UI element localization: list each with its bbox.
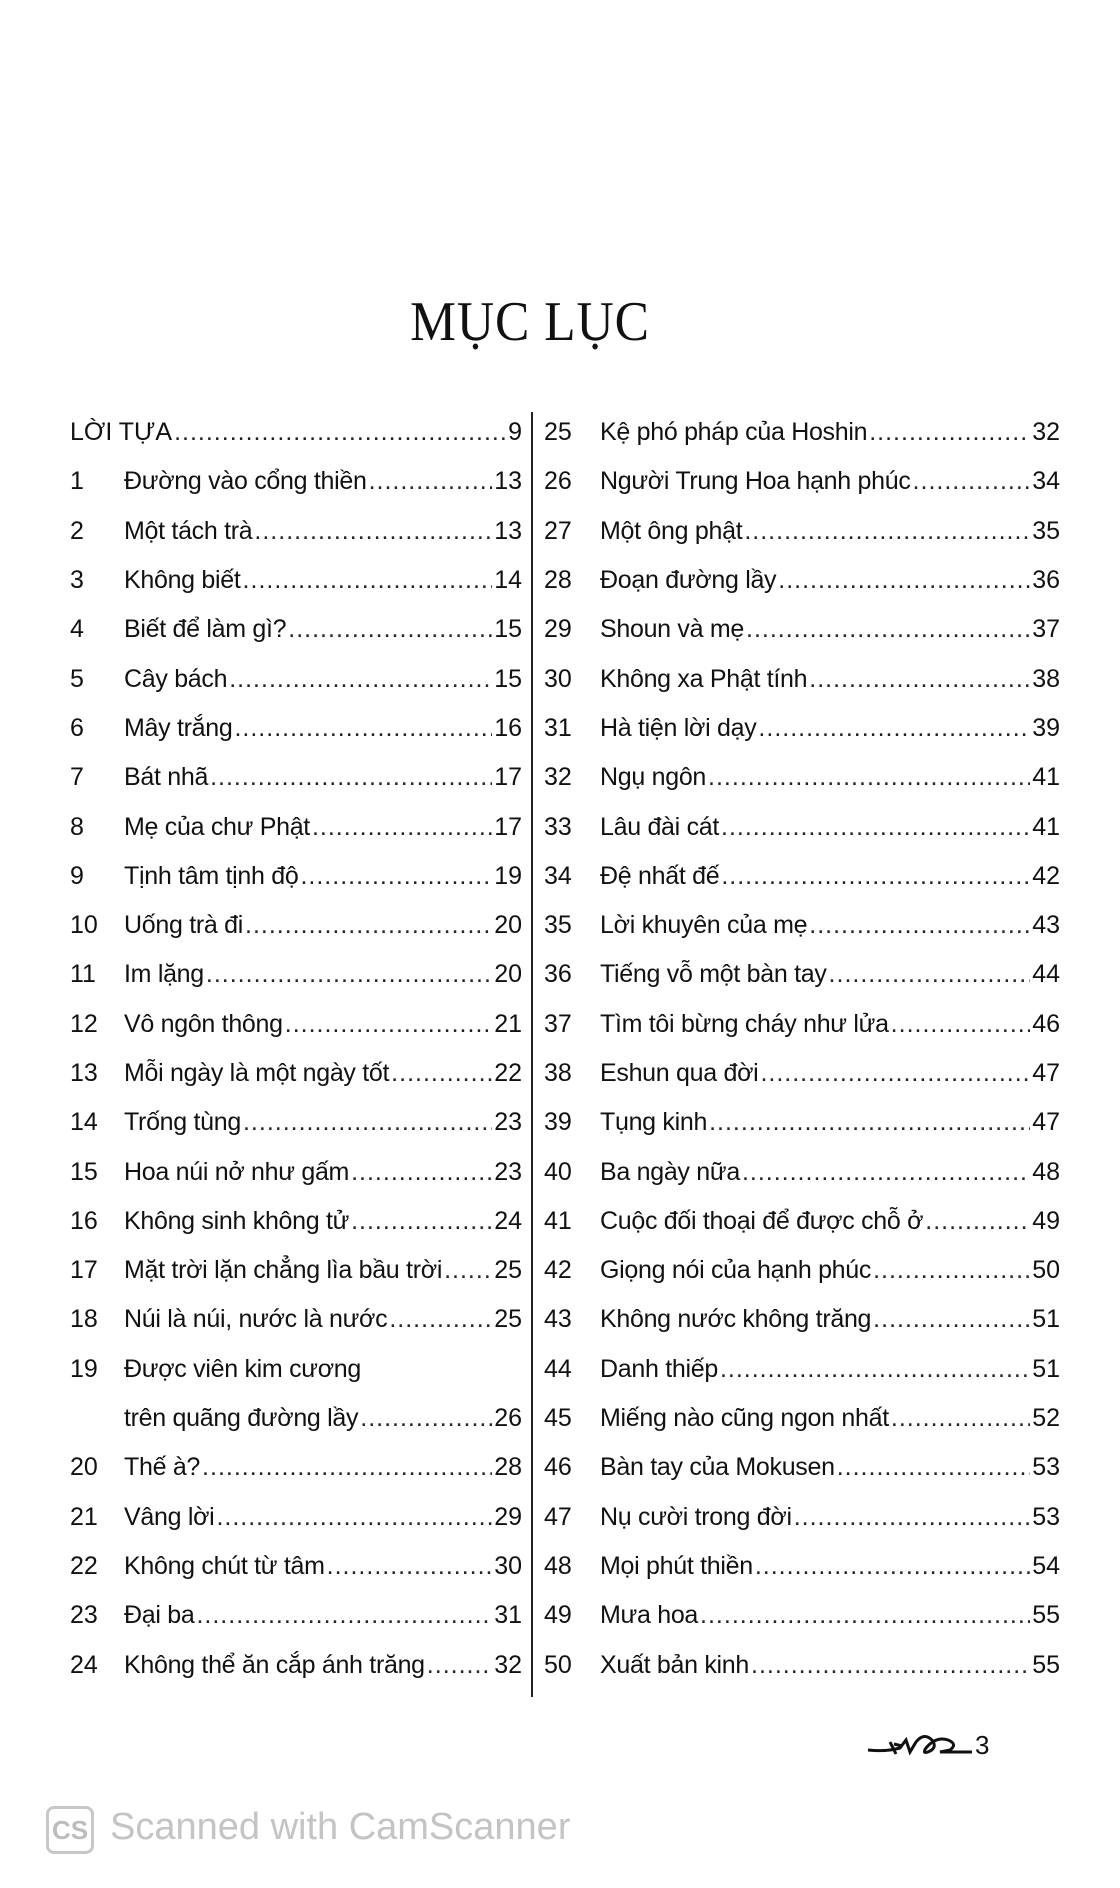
table-of-contents — [70, 408, 1060, 1708]
entry-page-number: 30 — [494, 1551, 522, 1580]
entry-page-number: 25 — [494, 1256, 522, 1285]
entry-page-number: 35 — [1032, 516, 1060, 545]
dot-leader — [873, 1307, 1030, 1332]
toc-entry — [70, 704, 522, 753]
entry-number: 22 — [70, 1551, 98, 1580]
entry-page-number: 36 — [1032, 566, 1060, 595]
toc-entry — [70, 457, 522, 506]
entry-title: Kệ phó pháp của Hoshin — [600, 418, 868, 447]
toc-entry — [544, 704, 1060, 753]
entry-page-number: 15 — [494, 664, 522, 693]
entry-page-number: 53 — [1032, 1453, 1060, 1482]
toc-entry — [544, 605, 1060, 654]
entry-page-number: 32 — [494, 1650, 522, 1679]
dot-leader — [746, 617, 1030, 642]
entry-number: 16 — [70, 1206, 98, 1235]
entry-number: 14 — [70, 1108, 98, 1137]
entry-title: Tịnh tâm tịnh độ — [124, 861, 299, 890]
toc-entry — [544, 1493, 1060, 1542]
dot-leader — [709, 1110, 1030, 1135]
entry-number: 29 — [544, 615, 572, 644]
toc-entry — [544, 1542, 1060, 1591]
dot-leader — [925, 1209, 1030, 1234]
dot-leader — [391, 1061, 492, 1086]
toc-entry — [70, 1542, 522, 1591]
entry-number: 33 — [544, 812, 572, 841]
entry-page-number: 32 — [1032, 418, 1060, 447]
entry-number: 34 — [544, 861, 572, 890]
entry-title: Cuộc đối thoại để được chỗ ở — [600, 1206, 924, 1235]
toc-entry — [70, 901, 522, 950]
entry-page-number: 13 — [494, 516, 522, 545]
dot-leader — [427, 1653, 492, 1678]
entry-title: Bàn tay của Mokusen — [600, 1453, 835, 1482]
entry-number: 6 — [70, 713, 84, 742]
toc-entry — [544, 1197, 1060, 1246]
entry-number: 2 — [70, 516, 84, 545]
entry-title: Cây bách — [124, 664, 228, 693]
toc-entry — [70, 1394, 522, 1443]
entry-title: Tiếng vỗ một bàn tay — [600, 960, 827, 989]
entry-page-number: 25 — [494, 1305, 522, 1334]
entry-title: Đệ nhất đế — [600, 861, 720, 890]
toc-entry — [70, 1640, 522, 1689]
entry-title: Ba ngày nữa — [600, 1157, 740, 1186]
entry-title: Bát nhã — [124, 763, 209, 792]
dot-leader — [891, 1406, 1030, 1431]
entry-number: 17 — [70, 1256, 98, 1285]
entry-page-number: 46 — [1032, 1009, 1060, 1038]
entry-page-number: 42 — [1032, 861, 1060, 890]
entry-title: Đại ba — [124, 1601, 195, 1630]
entry-number: 48 — [544, 1551, 572, 1580]
entry-number: 12 — [70, 1009, 98, 1038]
entry-number: 41 — [544, 1206, 572, 1235]
dot-leader — [744, 519, 1030, 544]
dot-leader — [285, 1012, 492, 1037]
dot-leader — [708, 765, 1030, 790]
entry-page-number: 55 — [1032, 1650, 1060, 1679]
entry-title: Một ông phật — [600, 516, 743, 545]
entry-number: 38 — [544, 1059, 572, 1087]
toc-entry — [544, 1246, 1060, 1295]
toc-entry — [70, 802, 522, 851]
dot-leader — [174, 420, 506, 445]
entry-title: Nụ cười trong đời — [600, 1502, 792, 1531]
entry-title: Mẹ của chư Phật — [124, 812, 310, 841]
entry-title: Mây trắng — [124, 713, 233, 742]
entry-title: Không biết — [124, 566, 241, 595]
entry-page-number: 9 — [508, 418, 522, 447]
entry-number: 47 — [544, 1502, 572, 1531]
entry-number: 23 — [70, 1601, 98, 1630]
toc-entry — [70, 1246, 522, 1295]
dot-leader — [254, 519, 492, 544]
dot-leader — [243, 1110, 492, 1135]
entry-number: 8 — [70, 812, 84, 841]
entry-page-number: 22 — [494, 1059, 522, 1087]
page-title: MỤC LỤC — [410, 290, 650, 353]
dot-leader — [758, 716, 1030, 741]
entry-number: 32 — [544, 763, 572, 792]
toc-column-right — [544, 408, 1060, 1690]
entry-title: Vô ngôn thông — [124, 1009, 283, 1038]
dot-leader — [327, 1554, 493, 1579]
entry-number: 21 — [70, 1502, 98, 1531]
dot-leader — [837, 1455, 1030, 1480]
toc-entry — [544, 753, 1060, 802]
entry-page-number: 17 — [494, 812, 522, 841]
entry-title: Người Trung Hoa hạnh phúc — [600, 467, 911, 496]
dot-leader — [913, 469, 1031, 494]
entry-title: Danh thiếp — [600, 1354, 718, 1383]
entry-page-number: 44 — [1032, 960, 1060, 989]
entry-number: 40 — [544, 1157, 572, 1186]
dot-leader — [210, 765, 492, 790]
toc-column-left — [70, 408, 522, 1690]
toc-entry — [70, 1345, 522, 1394]
toc-entry — [70, 1147, 522, 1196]
camscanner-logo: CS — [46, 1806, 94, 1854]
entry-title: Không nước không trăng — [600, 1305, 872, 1334]
toc-entry — [70, 1295, 522, 1344]
entry-number: 49 — [544, 1601, 572, 1630]
entry-number: 4 — [70, 615, 84, 644]
toc-entry — [544, 556, 1060, 605]
entry-title: Shoun và mẹ — [600, 615, 745, 644]
toc-entry — [70, 408, 522, 457]
dot-leader — [755, 1554, 1030, 1579]
calligraphy-flourish-icon — [866, 1722, 978, 1762]
toc-entry — [70, 1493, 522, 1542]
dot-leader — [206, 962, 492, 987]
toc-entry — [544, 1000, 1060, 1049]
entry-title: Miếng nào cũng ngon nhất — [600, 1404, 889, 1433]
entry-number: 26 — [544, 467, 572, 496]
entry-page-number: 26 — [494, 1404, 522, 1433]
entry-page-number: 24 — [494, 1206, 522, 1235]
entry-number: 27 — [544, 516, 572, 545]
entry-title: trên quãng đường lầy — [124, 1404, 359, 1433]
dot-leader — [351, 1160, 492, 1185]
entry-number: 43 — [544, 1305, 572, 1334]
entry-number: 20 — [70, 1453, 98, 1482]
entry-page-number: 23 — [494, 1157, 522, 1186]
entry-page-number: 29 — [494, 1502, 522, 1531]
dot-leader — [829, 962, 1031, 987]
dot-leader — [891, 1012, 1031, 1037]
entry-title: Tụng kinh — [600, 1108, 708, 1137]
toc-entry — [70, 556, 522, 605]
entry-number: 50 — [544, 1650, 572, 1679]
entry-number: 25 — [544, 418, 572, 447]
dot-leader — [809, 913, 1030, 938]
entry-page-number: 39 — [1032, 713, 1060, 742]
entry-title: Giọng nói của hạnh phúc — [600, 1256, 872, 1285]
entry-page-number: 47 — [1032, 1059, 1060, 1087]
entry-page-number: 21 — [494, 1009, 522, 1038]
toc-entry — [70, 1000, 522, 1049]
toc-entry — [544, 1098, 1060, 1147]
entry-title: Xuất bản kinh — [600, 1650, 749, 1679]
entry-page-number: 20 — [494, 911, 522, 940]
entry-page-number: 41 — [1032, 812, 1060, 841]
entry-number: 15 — [70, 1157, 98, 1186]
entry-title: Hà tiện lời dạy — [600, 713, 757, 742]
entry-page-number: 53 — [1032, 1502, 1060, 1531]
dot-leader — [234, 716, 492, 741]
entry-number: 30 — [544, 664, 572, 693]
entry-number: 39 — [544, 1108, 572, 1137]
entry-page-number: 31 — [494, 1601, 522, 1630]
entry-page-number: 16 — [494, 713, 522, 742]
toc-entry — [544, 1049, 1060, 1098]
toc-entry — [544, 507, 1060, 556]
entry-number: 37 — [544, 1009, 572, 1038]
entry-page-number: 19 — [494, 861, 522, 890]
entry-page-number: 38 — [1032, 664, 1060, 693]
toc-entry — [70, 654, 522, 703]
entry-number: 45 — [544, 1404, 572, 1433]
entry-title: Không thể ăn cắp ánh trăng — [124, 1650, 425, 1679]
dot-leader — [312, 815, 492, 840]
toc-entry — [544, 1591, 1060, 1640]
toc-entry — [70, 1049, 522, 1098]
dot-leader — [721, 864, 1030, 889]
toc-entry — [544, 654, 1060, 703]
entry-title: Tìm tôi bừng cháy như lửa — [600, 1009, 889, 1038]
entry-title: Trống tùng — [124, 1108, 241, 1137]
dot-leader — [243, 568, 493, 593]
entry-title: Mặt trời lặn chẳng lìa bầu trời — [124, 1256, 443, 1285]
entry-title: Lâu đài cát — [600, 812, 720, 841]
toc-entry — [544, 1394, 1060, 1443]
toc-entry — [544, 1443, 1060, 1492]
dot-leader — [760, 1061, 1030, 1086]
toc-entry — [544, 950, 1060, 999]
entry-title: Không sinh không tử — [124, 1206, 350, 1235]
column-divider — [531, 412, 533, 1697]
entry-page-number: 52 — [1032, 1404, 1060, 1433]
entry-number: 7 — [70, 763, 84, 792]
entry-page-number: 15 — [494, 615, 522, 644]
toc-entry — [70, 605, 522, 654]
entry-page-number: 17 — [494, 763, 522, 792]
dot-leader — [720, 1357, 1030, 1382]
dot-leader — [869, 420, 1030, 445]
dot-leader — [721, 815, 1030, 840]
dot-leader — [700, 1603, 1030, 1628]
entry-page-number: 55 — [1032, 1601, 1060, 1630]
entry-title: Mỗi ngày là một ngày tốt — [124, 1059, 390, 1087]
toc-entry — [544, 1345, 1060, 1394]
entry-number: 10 — [70, 911, 98, 940]
toc-entry — [544, 457, 1060, 506]
dot-leader — [778, 568, 1030, 593]
dot-leader — [809, 667, 1030, 692]
entry-page-number: 50 — [1032, 1256, 1060, 1285]
toc-entry — [544, 1147, 1060, 1196]
entry-page-number: 54 — [1032, 1551, 1060, 1580]
entry-page-number: 13 — [494, 467, 522, 496]
dot-leader — [389, 1307, 492, 1332]
entry-title: Không xa Phật tính — [600, 664, 808, 693]
entry-number: 19 — [70, 1354, 98, 1383]
entry-number: 44 — [544, 1354, 572, 1383]
entry-title: Mọi phút thiền — [600, 1551, 753, 1580]
entry-number: LỜI TỰA — [70, 418, 173, 447]
toc-entry — [70, 507, 522, 556]
entry-number: 18 — [70, 1305, 98, 1334]
entry-number: 46 — [544, 1453, 572, 1482]
entry-page-number: 14 — [494, 566, 522, 595]
entry-number: 36 — [544, 960, 572, 989]
entry-title: Núi là núi, nước là nước — [124, 1305, 388, 1334]
dot-leader — [751, 1653, 1030, 1678]
entry-page-number: 20 — [494, 960, 522, 989]
entry-title: Uống trà đi — [124, 911, 243, 940]
entry-page-number: 48 — [1032, 1157, 1060, 1186]
dot-leader — [742, 1160, 1030, 1185]
entry-number: 3 — [70, 566, 84, 595]
entry-title: Vâng lời — [124, 1502, 215, 1531]
entry-title: Một tách trà — [124, 516, 253, 545]
entry-number: 1 — [70, 467, 84, 496]
dot-leader — [245, 913, 492, 938]
dot-leader — [873, 1258, 1030, 1283]
toc-entry — [544, 852, 1060, 901]
dot-leader — [369, 469, 493, 494]
entry-number: 24 — [70, 1650, 98, 1679]
entry-title: Đoạn đường lầy — [600, 566, 777, 595]
entry-page-number: 41 — [1032, 763, 1060, 792]
entry-number: 5 — [70, 664, 84, 693]
dot-leader — [360, 1406, 492, 1431]
entry-title: Biết để làm gì? — [124, 615, 287, 644]
entry-number: 9 — [70, 861, 84, 890]
entry-title: Ngụ ngôn — [600, 763, 707, 792]
entry-number: 11 — [70, 960, 96, 989]
scan-watermark-text: Scanned with CamScanner — [110, 1806, 571, 1848]
toc-entry — [70, 852, 522, 901]
toc-entry — [544, 802, 1060, 851]
dot-leader — [300, 864, 492, 889]
entry-title: Đường vào cổng thiền — [124, 467, 367, 496]
entry-title: Thế à? — [124, 1453, 201, 1482]
entry-page-number: 37 — [1032, 615, 1060, 644]
entry-title: Được viên kim cương — [124, 1354, 362, 1383]
entry-title: Im lặng — [124, 960, 204, 989]
dot-leader — [229, 667, 492, 692]
entry-title: Lời khuyên của mẹ — [600, 911, 808, 940]
entry-number: 31 — [544, 713, 572, 742]
entry-page-number: 43 — [1032, 911, 1060, 940]
entry-number: 35 — [544, 911, 572, 940]
toc-entry — [544, 408, 1060, 457]
toc-entry — [544, 1295, 1060, 1344]
entry-page-number: 51 — [1032, 1305, 1060, 1334]
dot-leader — [351, 1209, 492, 1234]
toc-entry — [70, 1591, 522, 1640]
toc-entry — [70, 1443, 522, 1492]
toc-entry — [70, 1098, 522, 1147]
toc-entry — [544, 901, 1060, 950]
entry-title: Không chút từ tâm — [124, 1551, 325, 1580]
page-number: 3 — [975, 1730, 990, 1760]
entry-page-number: 23 — [494, 1108, 522, 1137]
entry-title: Mưa hoa — [600, 1601, 699, 1630]
dot-leader — [288, 617, 492, 642]
entry-title: Hoa núi nở như gấm — [124, 1157, 350, 1186]
entry-page-number: 34 — [1032, 467, 1060, 496]
entry-page-number: 28 — [494, 1453, 522, 1482]
entry-number: 13 — [70, 1059, 98, 1087]
entry-page-number: 49 — [1032, 1206, 1060, 1235]
entry-number: 28 — [544, 566, 572, 595]
entry-title: Eshun qua đời — [600, 1059, 759, 1087]
dot-leader — [196, 1603, 492, 1628]
entry-page-number: 51 — [1032, 1354, 1060, 1383]
toc-entry — [70, 753, 522, 802]
entry-page-number: 47 — [1032, 1108, 1060, 1137]
dot-leader — [202, 1455, 492, 1480]
dot-leader — [444, 1258, 492, 1283]
entry-number: 42 — [544, 1256, 572, 1285]
dot-leader — [216, 1505, 492, 1530]
toc-entry — [544, 1640, 1060, 1689]
dot-leader — [794, 1505, 1030, 1530]
toc-entry — [70, 1197, 522, 1246]
toc-entry — [70, 950, 522, 999]
